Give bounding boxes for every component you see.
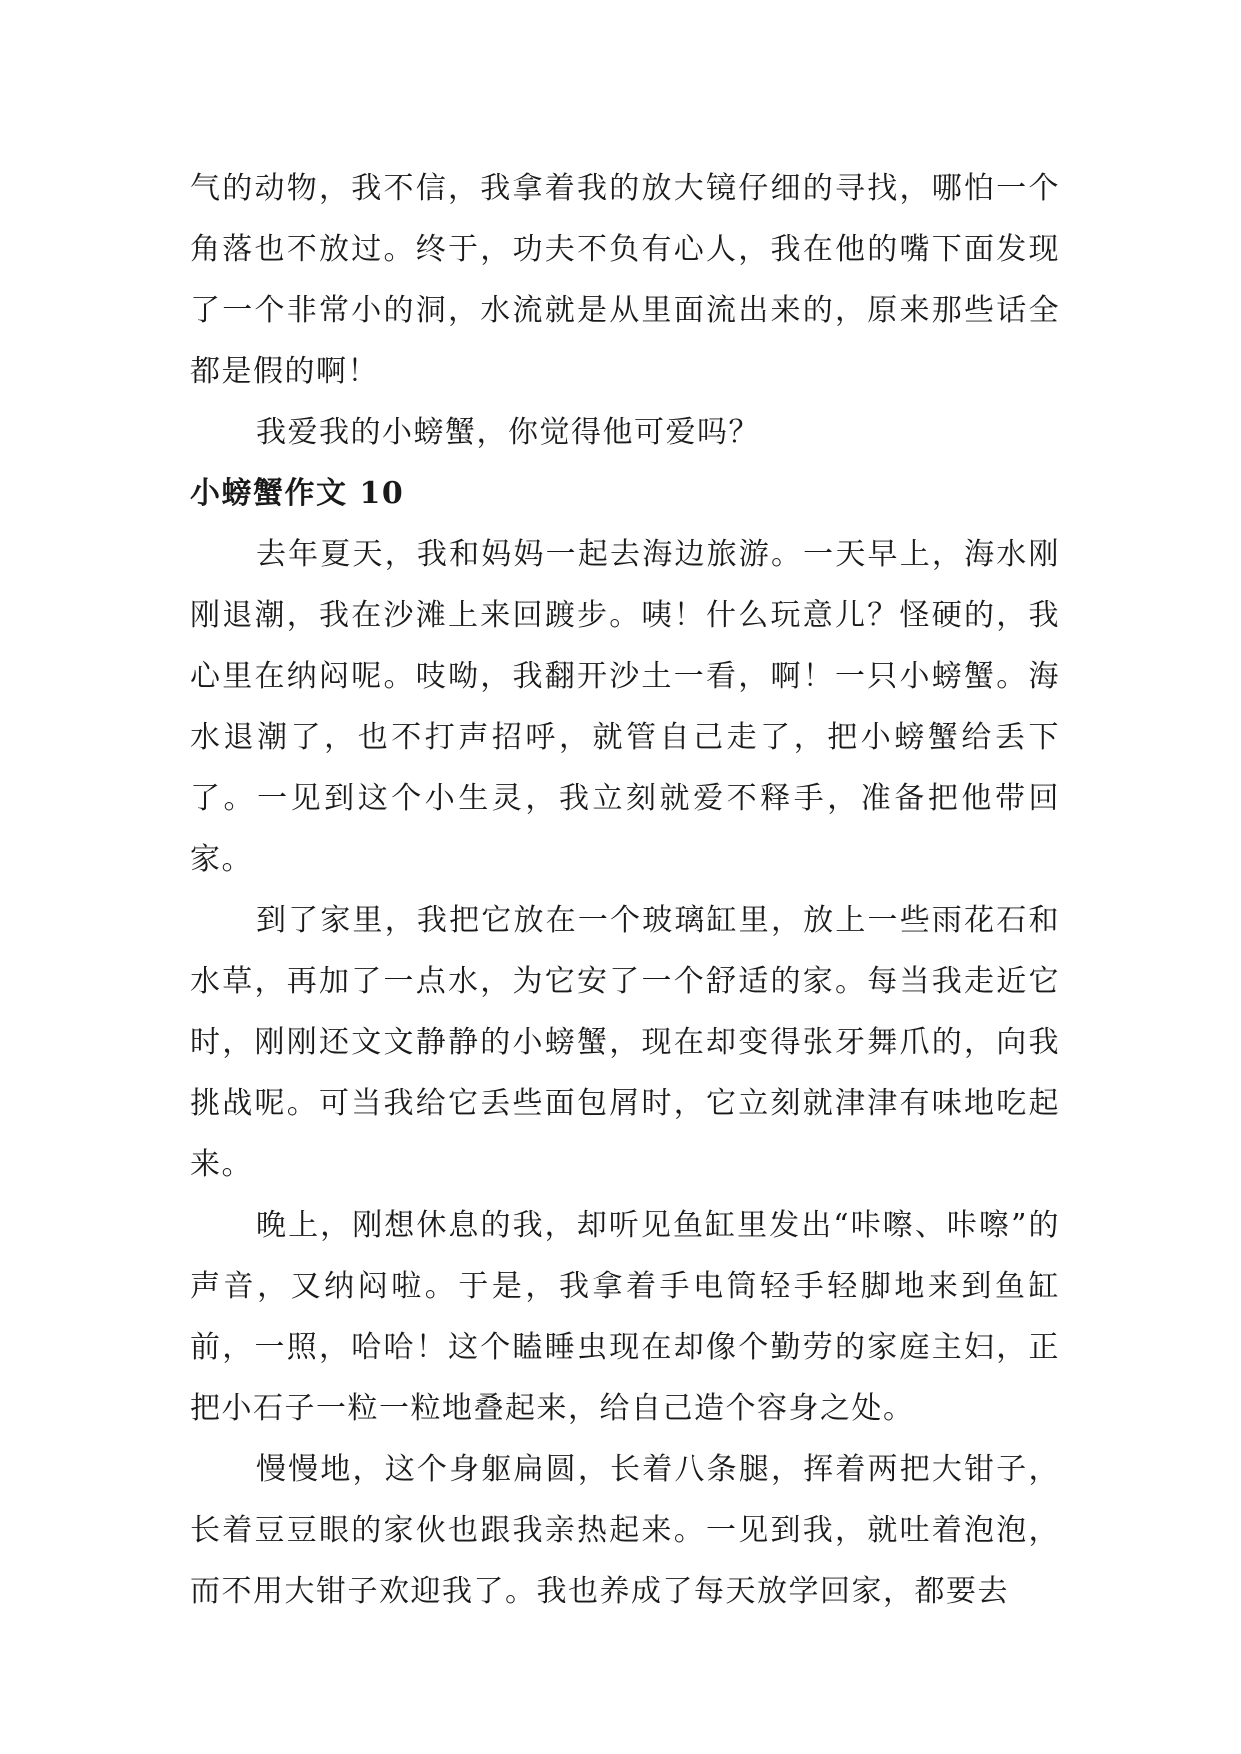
paragraph-seaside-trip: 去年夏天，我和妈妈一起去海边旅游。一天早上，海水刚刚退潮，我在沙滩上来回踱步。咦！什么玩意儿？怪硬的，我心里在纳闷呢。吱呦，我翻开沙土一看，啊！一只小螃蟹。海水退潮了，也不打声招呼，就管自己走了，把小螃蟹给丢下了。一见到这个小生灵，我立刻就爱不释手，准备把他带回家。: [190, 537, 1060, 877]
paragraph-glass-tank: 到了家里，我把它放在一个玻璃缸里，放上一些雨花石和水草，再加了一点水，为它安了一个舒适的家。每当我走近它时，刚刚还文文静静的小螃蟹，现在却变得张牙舞爪的，向我挑战呢。可当我给它丢些面包屑时，它立刻就津津有味地吃起来。: [190, 903, 1060, 1182]
paragraph-night-sounds: 晚上，刚想休息的我，却听见鱼缸里发出“咔嚓、咔嚓”的声音，又纳闷啦。于是，我拿着手电筒轻手轻脚地来到鱼缸前，一照，哈哈！这个瞌睡虫现在却像个勤劳的家庭主妇，正把小石子一粒一粒地叠起来，给自己造个容身之处。: [190, 1208, 1060, 1426]
paragraph-getting-close: 慢慢地，这个身躯扁圆，长着八条腿，挥着两把大钳子，长着豆豆眼的家伙也跟我亲热起来。一见到我，就吐着泡泡，而不用大钳子欢迎我了。我也养成了每天放学回家，都要去: [190, 1452, 1060, 1609]
section-heading: 小螃蟹作文 10: [190, 476, 405, 511]
document-body: [190, 158, 1060, 1622]
paragraph-continued: 气的动物，我不信，我拿着我的放大镜仔细的寻找，哪怕一个角落也不放过。终于，功夫不负有心人，我在他的嘴下面发现了一个非常小的洞，水流就是从里面流出来的，原来那些话全都是假的啊！: [190, 171, 1060, 389]
paragraph-closing-question: 我爱我的小螃蟹，你觉得他可爱吗？: [256, 415, 760, 450]
